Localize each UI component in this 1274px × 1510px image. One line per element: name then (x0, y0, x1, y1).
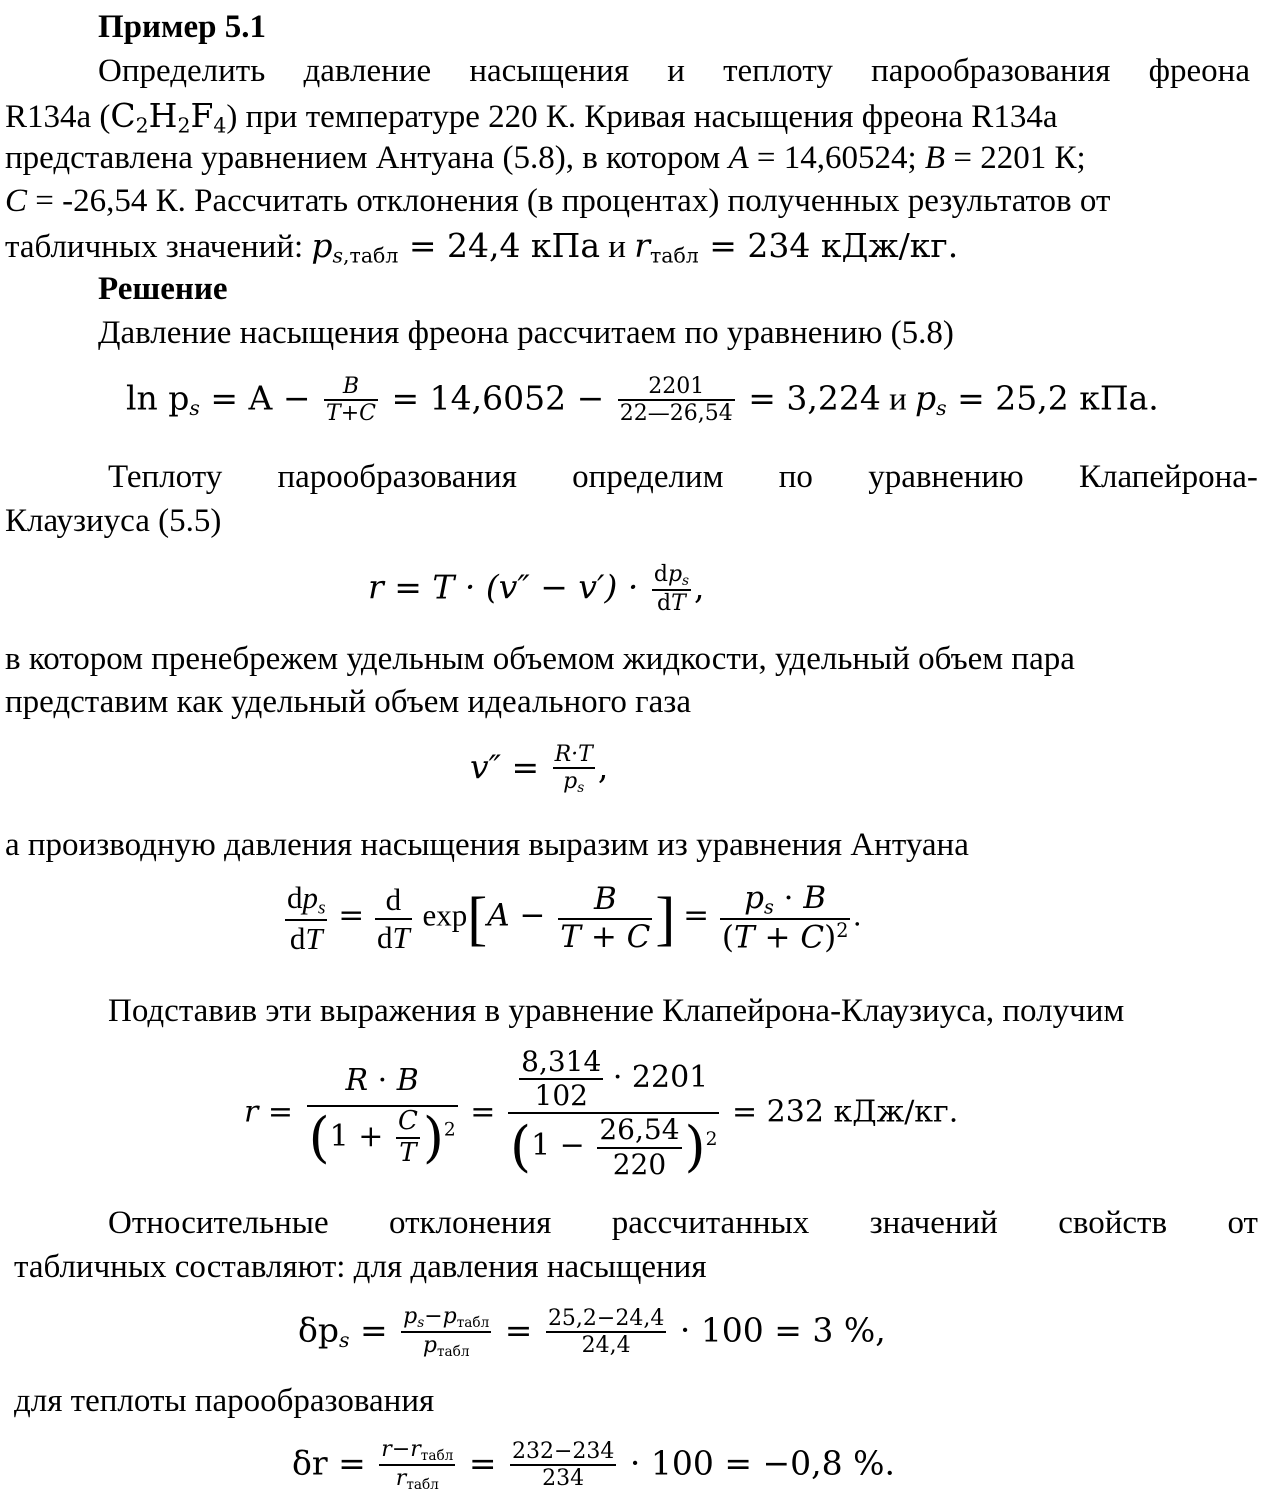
equation-clapeyron: r = T · (v″ − v′) · $\frac{dp_s}{dT}$ , (368, 562, 705, 617)
solution-intro: Давление насыщения фреона рассчитаем по уравнению (5.8) (98, 315, 954, 351)
equation-delta-r: δr = $\frac{r-r_{табл}}{r_{табл}}$ = $\frac{232-234}{234}$ · 100 = −0,8 %. (292, 1437, 895, 1494)
example-title: Пример 5.1 (98, 9, 267, 45)
relative-text-line-2: табличных составляют: для давления насыщения (14, 1249, 707, 1285)
equation-delta-p: $\delta p_s$ = $\frac{p_s-p_{табл}}{p_{табл}}$ = $\frac{25,2-24,4}{24,4}$ · 100 = 3 %, (298, 1304, 886, 1361)
problem-line-1: Определить давление насыщения и теплоту парообразования фреона (98, 53, 1250, 89)
clapeyron-text-line-2: Клаузиуса (5.5) (5, 503, 222, 539)
equation-derivative: $\frac{dp_s}{dT}$ = $\frac{d}{dT}$ exp[A − $\frac{B}{T + C}$ ] = $\frac{p_s \cdot B}{(T + C)^2}$ . (287, 879, 862, 957)
equation-result-r: r = R · B (1 + $\frac{C}{T}$ )$^2$ = $\frac{8,314}{102}$ · 2201 (1 − $\frac{26,54}{220}$ )$^2$ = 232 кДж/кг. (244, 1045, 959, 1181)
problem-line-5: табличных значений: $p_{s,табл} = 24,4$ кПа и $r_{табл} = 234$ кДж/кг. (5, 226, 959, 268)
problem-line-3: представлена уравнением Антуана (5.8), в котором A = 14,60524; B = 2201 К; (5, 140, 1086, 176)
substitute-text: Подставив эти выражения в уравнение Клапейрона-Клаузиуса, получим (108, 993, 1125, 1029)
relative-text-line-1: Относительные отклонения рассчитанных значений свойств от (108, 1205, 1258, 1241)
equation-antoine: $\ln p_s = A$ − $\frac{B}{T+C}$ = 14,6052 − $\frac{2201}{22—26,54}$ = 3,224 и $p_s = 25,2$ кПа. (126, 374, 1159, 427)
solution-heading: Решение (98, 271, 228, 307)
derivative-text: а производную давления насыщения выразим из уравнения Антуана (5, 827, 969, 863)
clapeyron-text-line-1: Теплоту парообразования определим по уравнению Клапейрона- (108, 459, 1258, 495)
neglect-text-line-2: представим как удельный объем идеального газа (5, 684, 691, 720)
text-frag: R134a ( (5, 99, 111, 135)
problem-line-4: C = -26,54 К. Рассчитать отклонения (в процентах) полученных результатов от (5, 183, 1111, 219)
text-frag: ) при температуре 220 К. Кривая насыщения фреона R134a (226, 99, 1058, 135)
neglect-text-line-1: в котором пренебрежем удельным объемом жидкости, удельный объем пара (5, 641, 1075, 677)
formula-c2h2f4: $C_2H_2F_4$ (110, 96, 227, 138)
heat-text: для теплоты парообразования (14, 1383, 435, 1419)
equation-ideal-gas: v″ = $\frac{R\cdot T}{p_s}$ , (470, 742, 609, 797)
